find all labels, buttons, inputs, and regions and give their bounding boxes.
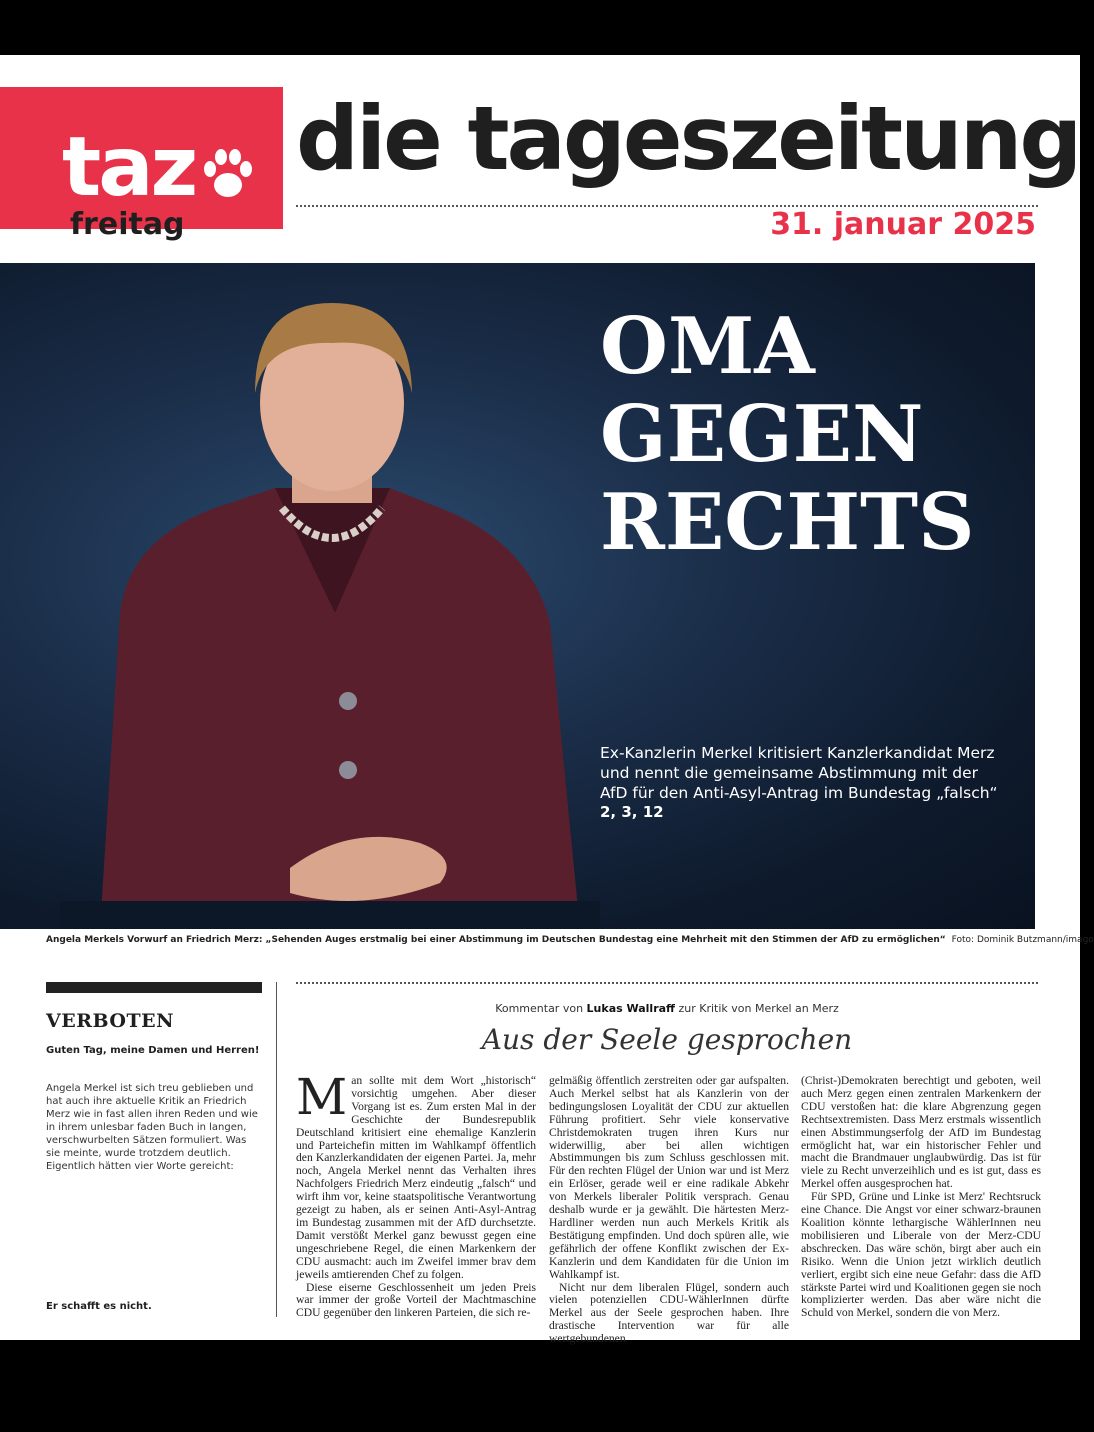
paw-icon <box>200 145 256 205</box>
headline-line-2: GEGEN <box>600 389 924 480</box>
dropcap: M <box>296 1068 348 1126</box>
column-3-paragraph-2: Für SPD, Grüne und Linke ist Merz' Rechtsruck eine Chance. Die Angst vor einer schwarz-braunen Koalition könnte lethargische WählerInnen neu mobilisieren und Liberale von der Merz-CDU abschrecken. Das wäre schön, birgt aber auch ein Risiko. Wenn die Union jetzt wirklich deutlich verliert, ergibt sich eine neue Gefahr: dass die AfD stärkste Partei wird und Koalitionen gegen sie noch komplizierter werden. Das aber wäre nicht die Schuld von Merkel, sondern die von Merz. <box>801 1190 1041 1320</box>
sidebar-greeting: Guten Tag, meine Damen und Herren! <box>46 1045 260 1056</box>
logo-text: taz <box>62 120 196 215</box>
caption-text: Angela Merkels Vorwurf an Friedrich Merz: „Sehenden Auges erstmalig bei einer Abstimmung im Deutschen Bundestag eine Mehrheit mit den Stimmen der AfD zu ermöglichen“ <box>46 935 946 945</box>
column-1-paragraph-2: Diese eiserne Geschlossenheit um jeden Preis war immer der große Vorteil der Machtmaschine CDU gegenüber den linkeren Parteien, die sich re- <box>296 1280 536 1320</box>
sidebar-title: VERBOTEN <box>46 1010 174 1032</box>
merkel-portrait <box>60 283 600 929</box>
headline-line-1: OMA <box>600 301 815 392</box>
column-2-paragraph-1: gelmäßig öffentlich zerstreiten oder gar aufspalten. Auch Merkel selbst hat als Kanzlerin von der bedingungslosen Loyalität der CDU zur aktuellen Führung profitiert. Sehr viele konservative Christdemokraten trugen ihren Kurs nur widerwillig, aber bei allen wichtigen Abstimmungen bis zum Schluss geschlossen mit. Für den rechten Flügel der Union war und ist Merz ein Erlöser, gerade weil er eine radikale Abkehr von Merkels liberaler Politik versprach. Genau deshalb wurde er ja gewählt. Die härtesten Merz-Hardliner werden nun auch Merkels Kritik als Bestätigung empfinden. Und doch spüren alle, wie gefährlich der offene Konflikt zwischen der Ex-Kanzlerin und dem Kandidaten für die Union im Wahlkampf ist. <box>549 1074 789 1281</box>
newspaper-page <box>0 55 1094 1346</box>
kicker-pre: Kommentar von <box>495 1002 584 1015</box>
cover-photo <box>0 263 1035 929</box>
sidebar-ending: Er schafft es nicht. <box>46 1301 152 1312</box>
comment-column-1 <box>296 1068 536 1320</box>
comment-column-2 <box>549 1074 789 1346</box>
column-divider <box>276 982 277 1317</box>
sidebar-rule <box>46 982 262 993</box>
cover-teaser: Ex-Kanzlerin Merkel kritisiert Kanzlerkandidat Merz und nennt die gemeinsame Abstimmung mit der AfD für den Anti-Asyl-Antrag im Bundestag „falsch“ <box>600 744 998 802</box>
headline-line-3: RECHTS <box>600 477 975 568</box>
cover-headline <box>600 303 974 567</box>
photo-credit: Foto: Dominik Butzmann/imago <box>951 935 1094 945</box>
column-1-paragraph-1: an sollte mit dem Wort „historisch“ vorsichtig umgehen. Aber dieser Vorgang ist es. Zum ersten Mal in der Geschichte der Bundesrepublik Deutschland kritisiert eine ehemalige Kanzlerin und Parteichefin mitten im Wahlkampf öffentlich den Kanzlerkandidaten der eigenen Partei. Ja, mehr noch, Angela Merkel nennt das Verhalten ihres Nachfolgers Friedrich Merz eindeutig „falsch“ und wirft ihm vor, keine staatspolitische Verantwortung gezeigt zu haben, als er seinen Anti-Asyl-Antrag im Bundestag zusammen mit der AfD durchsetzte. Damit verstößt Merkel ganz bewusst gegen eine ungeschriebene Regel, die einen Markenkern der CDU ausmacht: auch im Zweifel immer brav dem jeweils amtierenden Chef zu folgen. <box>296 1074 536 1281</box>
comment-author: Lukas Wallraff <box>586 1002 675 1015</box>
weekday: freitag <box>70 207 185 242</box>
kicker-post: zur Kritik von Merkel an Merz <box>678 1002 839 1015</box>
comment-divider <box>296 982 1038 984</box>
photo-caption <box>46 935 1094 945</box>
sidebar-text: Angela Merkel ist sich treu geblieben und hat auch ihre aktuelle Kritik an Friedrich Merz wie in fast allen ihren Reden und wie in ihrem unlesbar faden Buch in langen, verschwurbelten Sätzen formuliert. Was sie meinte, wurde trotzdem deutlich. Eigentlich hätten vier Worte gereicht: <box>46 1083 258 1172</box>
column-3-paragraph-1: (Christ-)Demokraten berechtigt und geboten, weil auch Merz gegen einen zentralen Markenkern der CDU verstoßen hat: die klare Abgrenzung gegen Rechtsextremisten. Dass Merz erstmals wissentlich einen Abstimmungserfolg der AfD im Bundestag ermöglicht hat, war ein historischer Fehler und macht die Brandmauer unglaubwürdig. Das ist für viele zu Recht unverzeihlich und es ist gut, dass es Merkel offen ausgesprochen hat. <box>801 1074 1041 1191</box>
comment-title: Aus der Seele gesprochen <box>481 1023 853 1056</box>
masthead-title: die tageszeitung <box>296 87 1080 190</box>
column-2-paragraph-2: Nicht nur dem liberalen Flügel, sondern auch vielen potenziellen CDU-WählerInnen dürfte Merkel aus der Seele gesprochen haben. Ihre drastische Intervention war für alle wertgebundenen <box>549 1280 789 1346</box>
issue-date: 31. januar 2025 <box>770 207 1036 242</box>
page-references: 2, 3, 12 <box>600 803 664 821</box>
comment-kicker <box>296 1002 1038 1015</box>
comment-column-3 <box>801 1075 1041 1320</box>
